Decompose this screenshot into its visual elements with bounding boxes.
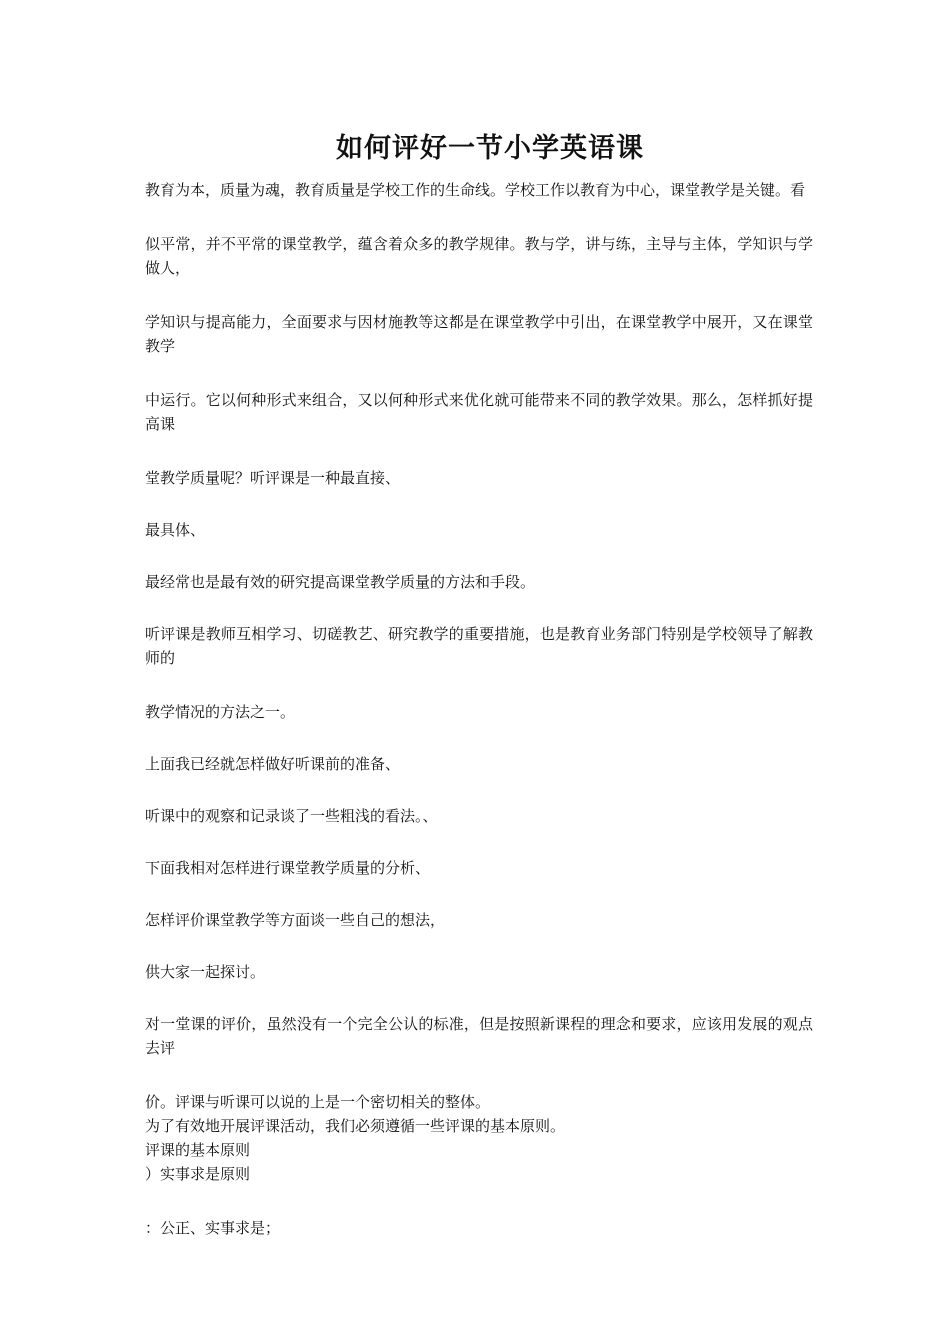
paragraph: 最具体、 [145, 521, 206, 539]
paragraph: 教学情况的方法之一。 [145, 703, 296, 721]
paragraph: 价。评课与听课可以说的上是一个密切相关的整体。 [145, 1093, 491, 1111]
paragraph: 为了有效地开展评课活动，我们必须遵循一些评课的基本原则。 [145, 1117, 566, 1135]
paragraph: 对一堂课的评价，虽然没有一个完全公认的标准，但是按照新课程的理念和要求，应该用发展的观点去评 [145, 1015, 813, 1057]
paragraph: 怎样评价课堂教学等方面谈一些自己的想法， [145, 911, 446, 929]
paragraph: 听评课是教师互相学习、切磋教艺、研究教学的重要措施，也是教育业务部门特别是学校领导了解教师的 [145, 625, 813, 667]
document-body [145, 178, 813, 1240]
paragraph: 中运行。它以何种形式来组合，又以何种形式来优化就可能带来不同的教学效果。那么，怎样抓好提高课 [145, 391, 813, 433]
paragraph: 学知识与提高能力，全面要求与因材施教等这都是在课堂教学中引出，在课堂教学中展开，又在课堂教学 [145, 313, 813, 355]
paragraph: 听课中的观察和记录谈了一些粗浅的看法。、 [145, 807, 438, 825]
paragraph: 供大家一起探讨。 [145, 963, 266, 981]
paragraph: 教育为本，质量为魂，教育质量是学校工作的生命线。学校工作以教育为中心，课堂教学是关键。看 [145, 181, 806, 199]
paragraph: 最经常也是最有效的研究提高课堂教学质量的方法和手段。 [145, 573, 536, 591]
paragraph: 评课的基本原则 [145, 1141, 251, 1159]
paragraph: 似平常，并不平常的课堂教学，蕴含着众多的教学规律。教与学，讲与练，主导与主体，学知识与学做人， [145, 235, 813, 277]
document-title: 如何评好一节小学英语课 [336, 133, 644, 164]
paragraph: 堂教学质量呢？听评课是一种最直接、 [145, 469, 401, 487]
paragraph: 上面我已经就怎样做好听课前的准备、 [145, 755, 401, 773]
paragraph: 下面我相对怎样进行课堂教学质量的分析、 [145, 859, 431, 877]
paragraph: ：公正、实事求是； [145, 1219, 281, 1237]
paragraph: ）实事求是原则 [145, 1165, 251, 1183]
